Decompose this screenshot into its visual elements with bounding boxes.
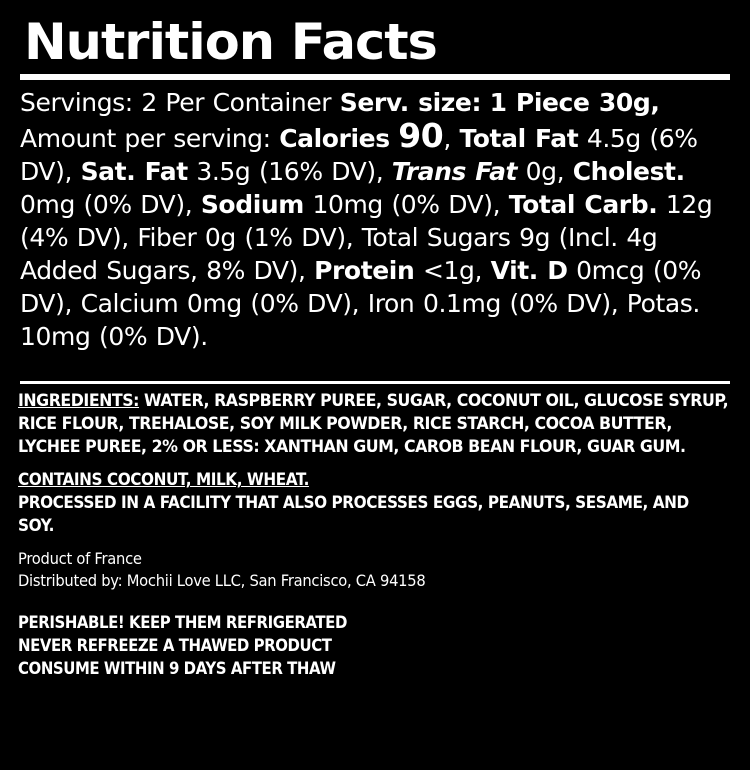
contains-heading: CONTAINS COCONUT, MILK, WHEAT. [18,470,309,490]
ingredients-text: WATER, RASPBERRY PUREE, SUGAR, COCONUT OIL, GLUCOSE SYRUP, RICE FLOUR, TREHALOSE, SOY MILK POWDER, RICE STARCH, COCOA BUTTER, LYCHEE PUREE, 2% OR LESS: XANTHAN GUM, CAROB BEAN FLOUR, GUAR GUM. [18,391,729,457]
nutrient-dv-sat-fat: (16% DV) [258,157,376,186]
nutrient-amount-total-carb: 12g [665,190,713,219]
calories-label: Calories [279,124,390,153]
nutrient-dv-fiber: (1% DV) [244,223,346,252]
nutrient-amount-fiber: 0g [204,223,236,252]
nutrient-amount-cholest: 0mg [20,190,75,219]
nutrient-dv-total-sugars: (Incl. 4g Added Sugars, 8% DV) [20,223,658,285]
storage-line-1: PERISHABLE! KEEP THEM REFRIGERATED [18,613,347,633]
producer-block [18,548,727,592]
nutrient-name-sat-fat: Sat. Fat [80,157,188,186]
nutrient-name-trans-fat: Trans Fat [391,157,518,186]
serving-size-value: 1 Piece 30g, [489,88,660,117]
nutrient-dv-vit-d: (0% DV) [20,256,702,318]
processed-in-facility-text: PROCESSED IN A FACILITY THAT ALSO PROCESSES EGGS, PEANUTS, SESAME, AND SOY. [18,493,689,536]
lower-section [18,390,732,681]
nutrient-name-total-carb: Total Carb. [508,190,658,219]
distributed-by-text: Distributed by: Mochii Love LLC, San Francisco, CA 94158 [18,571,426,590]
nutrient-name-protein: Protein [314,256,415,285]
ingredients-paragraph [18,390,728,459]
nutrient-name-calcium: Calcium [80,289,179,318]
nutrient-amount-trans-fat: 0g [525,157,557,186]
allergen-block [18,469,725,538]
nutrient-dv-calcium: (0% DV) [250,289,352,318]
nutrient-amount-sat-fat: 3.5g [196,157,251,186]
nutrient-dv-cholest: (0% DV) [83,190,185,219]
nutrient-dv-potas: (0% DV) [98,322,201,351]
nutrient-name-potas: Potas. [626,289,700,318]
nutrient-dv-total-fat: (6% DV) [20,124,698,186]
serving-size-label: Serv. size: [339,88,482,117]
amount-per-serving-label: Amount per serving: [20,124,271,153]
nutrient-name-fiber: Fiber [137,223,197,252]
calories-value: 90 [398,116,444,155]
nutrient-dv-total-carb: (4% DV) [20,223,122,252]
nutrient-dv-iron: (0% DV) [509,289,611,318]
nutrient-amount-calcium: 0mg [186,289,242,318]
nutrient-dv-sodium: (0% DV) [391,190,493,219]
nutrient-amount-total-sugars: 9g [519,223,551,252]
nutrient-name-total-fat: Total Fat [459,124,579,153]
nutrient-name-vit-d: Vit. D [490,256,568,285]
nutrient-amount-total-fat: 4.5g [586,124,641,153]
nutrient-name-iron: Iron [367,289,415,318]
nutrient-name-cholest: Cholest. [572,157,685,186]
storage-instructions [18,612,722,681]
page-title: Nutrition Facts [24,13,437,71]
nutrient-amount-sodium: 10mg [312,190,383,219]
title-divider [20,74,730,80]
product-of-text: Product of France [18,549,142,568]
nutrient-amount-iron: 0.1mg [422,289,501,318]
ingredients-heading: INGREDIENTS: [18,391,140,411]
nutrient-amount-vit-d: 0mcg [576,256,645,285]
storage-line-2: NEVER REFREEZE A THAWED PRODUCT [18,636,332,656]
nutrient-name-total-sugars: Total Sugars [361,223,511,252]
storage-line-3: CONSUME WITHIN 9 DAYS AFTER THAW [18,659,336,679]
section-divider [20,381,730,384]
nutrient-name-sodium: Sodium [200,190,304,219]
nutrient-amount-protein: <1g [422,256,475,285]
nutrient-amount-potas: 10mg [20,322,91,351]
nutrition-facts-body: Servings: 2 Per Container Serv. size: 1 Piece 30g, Amount per serving: Calories 90, Total Fat 4.5g (6% DV), Sat. Fat 3.5g (16% DV), Trans Fat 0g, Cholest. 0mg (0% DV), Sodium 10mg (0% DV), Total Carb. 12g (4% DV), Fiber 0g (1% DV), Total Sugars 9g (Incl. 4g Added Sugars, 8% DV), Protein <1g, Vit. D 0mcg (0% DV), Calcium 0mg (0% DV), Iron 0.1mg (0% DV), Potas. 10mg (0% DV). [20,88,713,351]
servings-text: Servings: 2 Per Container [20,88,332,117]
